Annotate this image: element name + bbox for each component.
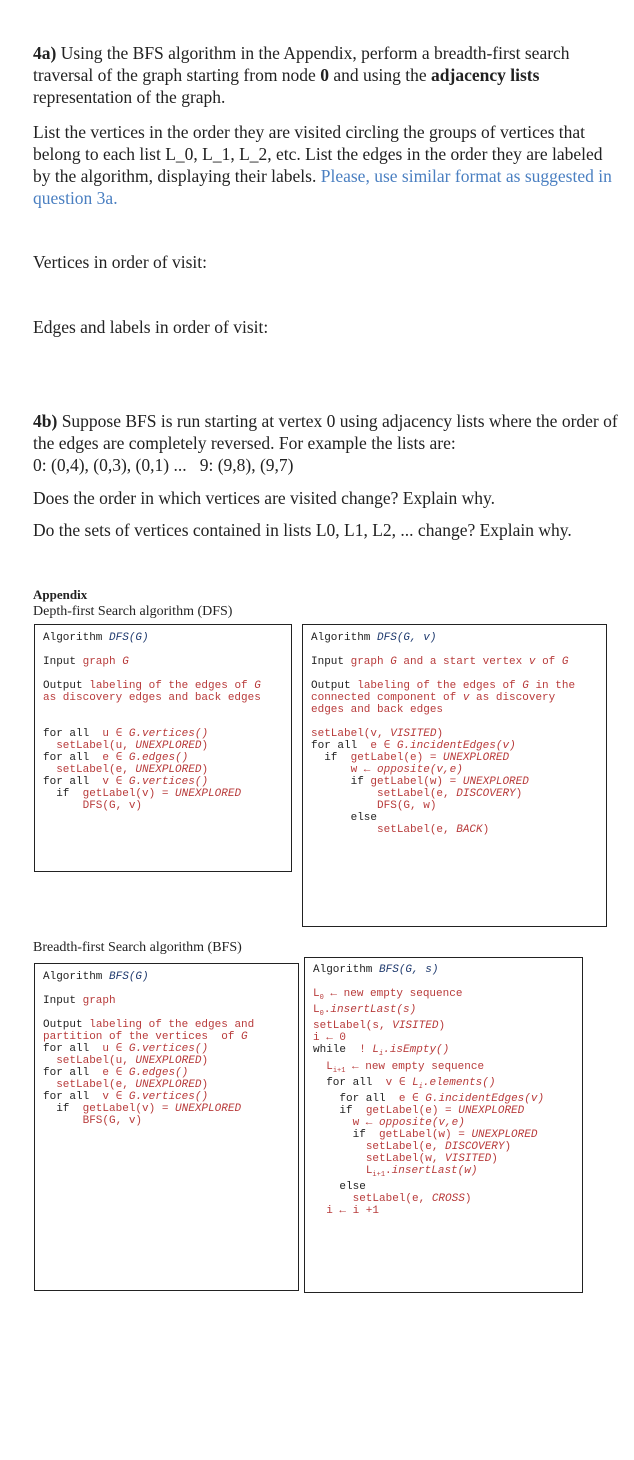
q4a-start-node: 0 (320, 65, 329, 85)
appendix-title: Appendix (33, 587, 88, 602)
q4a-paragraph-1 (33, 42, 623, 108)
bfs-caption: Breadth-first Search algorithm (BFS) (33, 940, 242, 955)
q4a-instructions: List the vertices in the order they are visited circling the groups of vertices that belong to each list L_0, L_1, L_2, etc. List the edges in the order they are labeled by the algorithm, displaying their labels. (33, 122, 603, 186)
q4a-text-2: and using the (328, 65, 432, 85)
q4a-format-note: Please, use similar format as suggested in question 3a. (33, 166, 612, 208)
q4a-text-1: Using the BFS algorithm in the Appendix, perform a breadth-first search traversal of the graph starting from node (33, 43, 570, 85)
dfs-recursive-box (302, 624, 607, 927)
q4b-text: Suppose BFS is run starting at vertex 0 using adjacency lists where the order of the edges are completely reversed. For example the lists are: (33, 411, 618, 453)
dfs-caption: Depth-first Search algorithm (DFS) (33, 604, 233, 619)
q4a-label: 4a) (33, 43, 57, 63)
q4b-paragraph-1 (33, 410, 623, 476)
q4b-question-2: Do the sets of vertices contained in lists L0, L1, L2, ... change? Explain why. (33, 520, 572, 540)
dfs-main-code: Algorithm DFS(G) Input graph G Output labeling of the edges of G as discovery edges and back edges for all u ∈ G.vertices() setLabel(u, UNEXPLORED) for all e ∈ G.edges() setLabel(e, UNEXPLORED) for all v ∈ G.vertices() if getLabel(v) = UNEXPLORED DFS(G, v) (43, 632, 261, 812)
q4b-question-1: Does the order in which vertices are visited change? Explain why. (33, 488, 495, 508)
bfs-main-code: Algorithm BFS(G) Input graph Output labeling of the edges and partition of the vertices of G for all u ∈ G.vertices() setLabel(u, UNEXPLORED) for all e ∈ G.edges() setLabel(e, UNEXPLORED) for all v ∈ G.vertices() if getLabel(v) = UNEXPLORED BFS(G, v) (43, 971, 255, 1127)
q4a-text-3: representation of the graph. (33, 87, 226, 107)
dfs-main-box (34, 624, 292, 872)
q4b-example: 0: (0,4), (0,3), (0,1) ... 9: (9,8), (9,7) (33, 455, 294, 475)
bfs-main-box (34, 963, 299, 1291)
bfs-recursive-box (304, 957, 583, 1293)
vertices-label: Vertices in order of visit: (33, 252, 207, 272)
edges-label: Edges and labels in order of visit: (33, 317, 269, 337)
bfs-recursive-code: Algorithm BFS(G, s) $L_0$ ← new empty sequence $L_0.insertLast(s)$ setLabel(s, VISITED) i ← 0 while ! $L_i.isEmpty()$ $L_{i+1}$ ← new empty sequence for all v ∈ $L_i.elements()$ for all e ∈ G.incidentEdges(v) if getLabel(e) = UNEXPLORED w ← opposite(v,e) if getLabel(w) = UNEXPLORED setLabel(e, DISCOVERY) setLabel(w, VISITED) $L_{i+1}.insertLast(w)$ else setLabel(e, CROSS) i ← i +1 (313, 964, 545, 1218)
q4a-paragraph-2 (33, 121, 623, 209)
q4b-label: 4b) (33, 411, 58, 431)
q4a-bold-term: adjacency lists (431, 65, 540, 85)
dfs-recursive-code: Algorithm DFS(G, v) Input graph G and a start vertex v of G Output labeling of the edges of G in the connected component of v as discovery edges and back edges setLabel(v, VISITED) for all e ∈ G.incidentEdges(v) if getLabel(e) = UNEXPLORED w ← opposite(v,e) if getLabel(w) = UNEXPLORED setLabel(e, DISCOVERY) DFS(G, w) else setLabel(e, BACK) (311, 632, 576, 836)
